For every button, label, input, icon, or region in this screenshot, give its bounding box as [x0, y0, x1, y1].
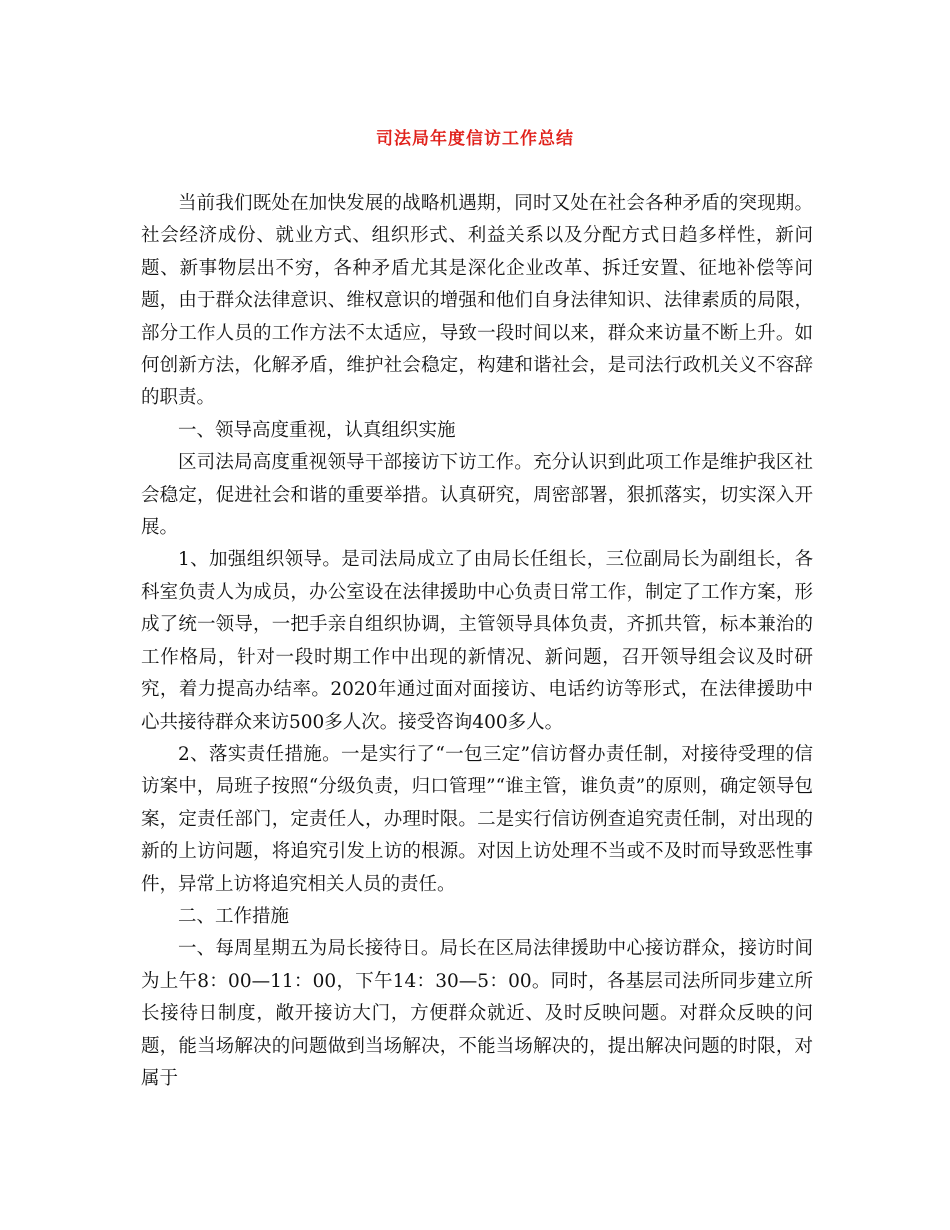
- paragraph-reception-day: 一、每周星期五为局长接待日。局长在区局法律援助中心接访群众，接访时间为上午8：00—11：00，下午14：30—5：00。同时，各基层司法所同步建立所长接待日制度，敞开接访大门，方便群众就近、及时反映问题。对群众反映的问题，能当场解决的问题做到当场解决，不能当场解决的，提出解决问题的时限，对属于: [141, 938, 813, 1089]
- paragraph-organization: 1、加强组织领导。是司法局成立了由局长任组长，三位副局长为副组长，各科室负责人为成员，办公室设在法律援助中心负责日常工作，制定了工作方案，形成了统一领导，一把手亲自组织协调，主管领导具体负责，齐抓共管，标本兼治的工作格局，针对一段时期工作中出现的新情况、新问题，召开领导组会议及时研究，着力提高办结率。2020年通过面对面接访、电话约访等形式，在法律援助中心共接待群众来访500多人次。接受咨询400多人。: [141, 549, 813, 733]
- section-heading-leadership: 一、领导高度重视，认真组织实施: [178, 419, 456, 441]
- paragraph-leadership-overview: 区司法局高度重视领导干部接访下访工作。充分认识到此项工作是维护我区社会稳定，促进社会和谐的重要举措。认真研究，周密部署，狠抓落实，切实深入开展。: [141, 452, 813, 539]
- paragraph-responsibility: 2、落实责任措施。一是实行了“一包三定”信访督办责任制，对接待受理的信访案中，局班子按照“分级负责，归口管理”“谁主管，谁负责”的原则，确定领导包案，定责任部门，定责任人，办理时限。二是实行信访例查追究责任制，对出现的新的上访问题，将追究引发上访的根源。对因上访处理不当或不及时而导致恶性事件，异常上访将追究相关人员的责任。: [141, 743, 813, 895]
- section-heading-measures: 二、工作措施: [178, 905, 290, 927]
- document-title: 司法局年度信访工作总结: [376, 129, 574, 149]
- document-body: [141, 188, 813, 1095]
- intro-paragraph: 当前我们既处在加快发展的战略机遇期，同时又处在社会各种矛盾的突现期。社会经济成份、就业方式、组织形式、利益关系以及分配方式日趋多样性，新问题、新事物层出不穷，各种矛盾尤其是深化企业改革、拆迁安置、征地补偿等问题，由于群众法律意识、维权意识的增强和他们自身法律知识、法律素质的局限，部分工作人员的工作方法不太适应，导致一段时间以来，群众来访量不断上升。如何创新方法，化解矛盾，维护社会稳定，构建和谐社会，是司法行政机关义不容辞的职责。: [141, 193, 813, 409]
